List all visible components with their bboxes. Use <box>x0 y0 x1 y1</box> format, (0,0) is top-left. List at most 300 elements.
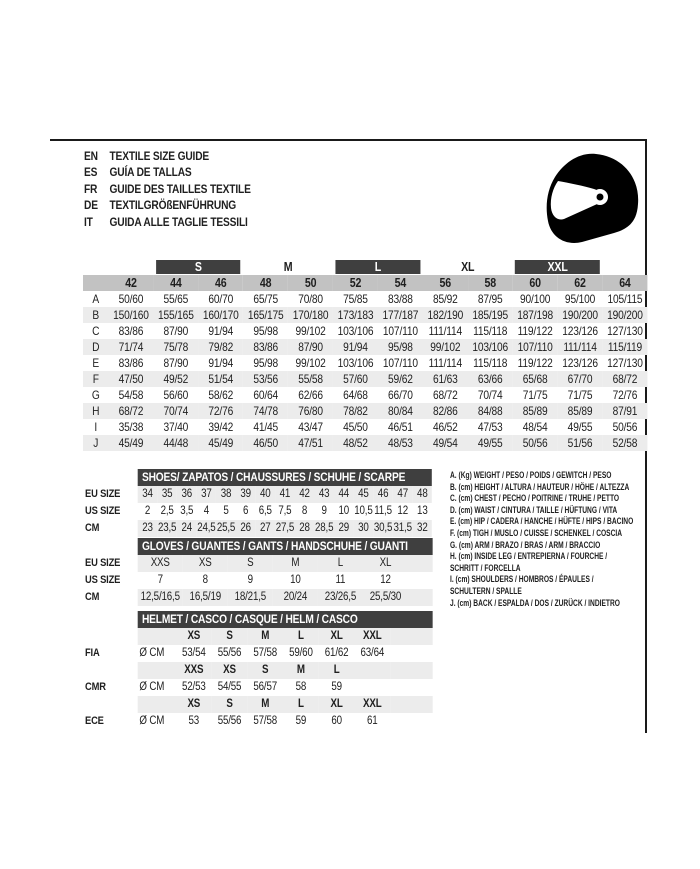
helmet-size-table <box>85 611 433 730</box>
measurement-cell: 115/119 <box>602 339 647 355</box>
measurement-cell: 48/53 <box>378 435 423 451</box>
size-header: 42 <box>109 275 154 291</box>
measurement-cell: 127/130 <box>607 356 643 370</box>
legend-line: B. (cm) HEIGHT / ALTURA / HAUTEUR / HÖHE / ALTEZZA <box>450 481 630 493</box>
shoes-value-cell: 25,5 <box>216 520 236 537</box>
measurement-legend <box>450 470 650 609</box>
helmet-value-cell: 59/60 <box>289 647 313 659</box>
helmet-value-cell <box>354 679 390 696</box>
filler-cell <box>390 662 433 679</box>
gloves-value-cell: 23/26,5 <box>318 589 363 606</box>
measurement-cell: 115/118 <box>473 324 508 338</box>
shoes-value-cell: 29 <box>334 520 354 537</box>
diameter-unit-label: Ø CM <box>139 715 165 727</box>
size-header: 56 <box>423 275 468 291</box>
helmet-size-header: XS <box>176 696 212 713</box>
size-header: 46 <box>198 275 243 291</box>
gloves-value-cell: M <box>273 555 318 572</box>
measurement-cell: 37/40 <box>163 420 189 434</box>
row-label-J: J <box>83 435 109 451</box>
shoes-value-cell: 35 <box>157 486 177 503</box>
helmet-size-header <box>354 662 390 679</box>
legend-item <box>450 551 650 574</box>
measurement-cell: 99/102 <box>295 356 326 370</box>
measurement-cell: 111/114 <box>428 356 463 370</box>
size-header: 62 <box>558 275 603 291</box>
measurement-cell: 173/183 <box>333 307 378 323</box>
measurement-cell: 95/98 <box>253 324 279 338</box>
measurement-cell: 78/82 <box>333 403 378 419</box>
unit-spacer <box>138 696 176 713</box>
legend-line: A. (Kg) WEIGHT / PESO / POIDS / GEWITCH / PESO <box>450 470 612 481</box>
legend-line: D. (cm) WAIST / CINTURA / TAILLE / HÜFTUNG / VITA <box>450 504 618 516</box>
legend-line: G. (cm) ARM / BRAZO / BRAS / ARM / BRACCIO <box>450 539 601 551</box>
measurement-cell: 85/89 <box>513 403 558 419</box>
size-header: 50 <box>288 275 333 291</box>
gloves-value-cell: 25,5/30 <box>363 589 408 606</box>
measurement-cell: 80/84 <box>378 403 423 419</box>
legend-item <box>450 574 650 597</box>
helmet-value-cell: 59 <box>331 681 342 693</box>
measurement-cell: 82/86 <box>423 403 468 419</box>
measurement-cell: 103/106 <box>337 324 374 338</box>
helmet-size-header: S <box>212 696 248 713</box>
measurement-cell: 103/106 <box>337 356 374 370</box>
size-group-l: L <box>336 260 421 274</box>
gloves-value-cell: 16,5/19 <box>183 589 228 606</box>
textile-size-table <box>83 259 647 451</box>
measurement-cell: 87/91 <box>602 403 647 419</box>
measurement-cell: 71/74 <box>109 339 154 355</box>
shoes-value-cell: 41 <box>275 486 295 503</box>
language-row <box>84 181 390 197</box>
size-header: 60 <box>513 275 558 291</box>
row-label-spacer <box>85 696 138 713</box>
guide-title-en: TEXTILE SIZE GUIDE <box>109 149 210 163</box>
shoes-value-cell: 48 <box>413 486 433 503</box>
measurement-cell: 91/94 <box>333 339 378 355</box>
shoes-size-grid <box>85 469 432 537</box>
measurement-cell: 48/52 <box>333 435 378 451</box>
measurement-cell: 70/74 <box>477 388 503 402</box>
size-band-corner <box>83 275 109 291</box>
shoes-size-table <box>85 469 432 537</box>
diameter-unit-label: Ø CM <box>139 647 165 659</box>
measurement-cell: 39/42 <box>208 420 234 434</box>
helmet-size-header: M <box>283 662 319 679</box>
measurement-cell: 170/180 <box>288 307 333 323</box>
legend-item <box>450 540 650 552</box>
row-label-spacer <box>85 662 138 679</box>
row-label-cm: CM <box>85 591 100 603</box>
guide-title-it: GUIDA ALLE TAGLIE TESSILI <box>109 214 248 229</box>
measurement-cell: 50/56 <box>513 435 558 451</box>
legend-line: H. (cm) INSIDE LEG / ENTREPIERNA / FOURCHE / <box>450 551 608 563</box>
shoes-value-cell: 45 <box>354 486 374 503</box>
measurement-cell: 47/50 <box>109 371 154 387</box>
gloves-size-grid <box>85 538 433 606</box>
measurement-cell: 90/100 <box>520 292 551 306</box>
size-header: 58 <box>468 275 513 291</box>
measurement-cell: 111/114 <box>428 324 463 338</box>
gloves-value-cell: 20/24 <box>273 589 318 606</box>
shoes-value-cell: 9 <box>321 505 327 517</box>
shoes-value-cell: 27,5 <box>275 520 295 537</box>
helmet-size-header: M <box>247 628 283 645</box>
row-label-E: E <box>92 356 100 370</box>
legend-item <box>450 516 650 528</box>
guide-title-fr: GUIDE DES TAILLES TEXTILE <box>109 181 251 196</box>
measurement-cell: 76/80 <box>288 403 333 419</box>
helmet-value-cell: 56/57 <box>253 681 278 693</box>
row-label-spacer <box>85 611 138 628</box>
shoes-value-cell: 4 <box>203 505 210 517</box>
measurement-cell: 46/51 <box>388 420 413 434</box>
shoes-value-cell: 47 <box>393 486 413 503</box>
measurement-cell: 83/86 <box>118 324 144 338</box>
measurement-cell: 44/48 <box>153 435 198 451</box>
helmet-value-cell: 58 <box>295 681 307 693</box>
shoes-value-cell: 5 <box>223 505 229 517</box>
helmet-value-cell: 60 <box>331 715 342 727</box>
measurement-cell: 62/66 <box>298 388 323 402</box>
helmet-size-header: XS <box>212 662 248 679</box>
measurement-cell: 47/53 <box>477 420 503 434</box>
filler-cell <box>390 628 433 645</box>
measurement-cell: 103/106 <box>468 339 513 355</box>
measurement-cell: 111/114 <box>558 339 603 355</box>
helmet-size-header: XXS <box>176 662 212 679</box>
shoes-value-cell: 34 <box>138 486 158 503</box>
group-spacer <box>83 259 153 275</box>
measurement-cell: 79/82 <box>198 339 243 355</box>
row-label-B: B <box>83 307 109 323</box>
shoes-value-cell: 46 <box>373 486 393 503</box>
measurement-cell: 187/198 <box>513 307 558 323</box>
helmet-size-header: XXL <box>354 696 390 713</box>
legend-item <box>450 528 650 540</box>
measurement-cell: 155/165 <box>153 307 198 323</box>
helmet-value-cell: 57/58 <box>253 715 278 727</box>
gloves-value-cell: 12 <box>380 574 391 586</box>
language-code: EN <box>84 149 98 163</box>
shoes-value-cell: 38 <box>216 486 236 503</box>
measurement-cell: 123/126 <box>562 324 598 338</box>
row-label-F: F <box>83 371 109 387</box>
measurement-cell: 64/68 <box>343 388 368 402</box>
legend-line: E. (cm) HIP / CADERA / HANCHE / HÜFTE / HIPS / BACINO <box>450 516 634 528</box>
size-group-xl: XL <box>461 260 475 274</box>
measurement-cell: 59/62 <box>378 371 423 387</box>
measurement-cell: 57/60 <box>333 371 378 387</box>
size-header: 44 <box>153 275 198 291</box>
helmet-size-header: L <box>283 628 319 645</box>
measurement-cell: 190/200 <box>558 307 603 323</box>
measurement-cell: 99/102 <box>295 324 326 338</box>
row-label-D: D <box>83 339 109 355</box>
shoes-value-cell: 36 <box>177 486 197 503</box>
helmet-value-cell: 55/56 <box>217 647 242 659</box>
language-code: FR <box>84 181 98 196</box>
measurement-cell: 160/170 <box>198 307 243 323</box>
measurement-cell: 49/55 <box>468 435 513 451</box>
size-group-s: S <box>156 260 241 274</box>
shoes-value-cell: 2 <box>144 505 151 517</box>
measurement-cell: 72/76 <box>612 388 638 402</box>
legend-line: SCHULTERN / SPALLE <box>450 585 522 597</box>
row-label-C: C <box>92 324 100 338</box>
helmet-size-header: XL <box>319 696 355 713</box>
gloves-value-cell: XS <box>183 555 228 572</box>
row-label-eu-size: EU SIZE <box>85 557 121 569</box>
filler-cell <box>408 555 433 572</box>
measurement-cell: 55/58 <box>288 371 333 387</box>
measurement-cell: 119/122 <box>517 356 553 370</box>
measurement-cell: 74/78 <box>243 403 288 419</box>
measurement-cell: 115/118 <box>473 356 508 370</box>
legend-item <box>450 598 650 610</box>
measurement-cell: 46/52 <box>432 420 458 434</box>
helmet-value-cell: 63/64 <box>360 647 385 659</box>
measurement-cell: 51/56 <box>558 435 603 451</box>
legend-line: J. (cm) BACK / ESPALDA / DOS / ZURÜCK / INDIETRO <box>450 597 620 609</box>
row-label-us-size: US SIZE <box>85 574 121 586</box>
shoes-value-cell: 11,5 <box>374 505 392 517</box>
gloves-value-cell: 9 <box>247 574 253 586</box>
measurement-cell: 46/50 <box>243 435 288 451</box>
row-label-H: H <box>83 403 109 419</box>
row-label-spacer <box>85 538 138 555</box>
legend-item <box>450 470 650 482</box>
measurement-cell: 52/58 <box>602 435 647 451</box>
measurement-cell: 67/70 <box>558 371 603 387</box>
gloves-size-table <box>85 538 433 606</box>
filler-cell <box>390 696 433 713</box>
measurement-cell: 53/56 <box>243 371 288 387</box>
measurement-cell: 95/100 <box>564 292 596 306</box>
helmet-size-grid <box>85 611 433 730</box>
row-label-I: I <box>94 420 98 434</box>
gloves-value-cell: L <box>318 555 363 572</box>
shoes-value-cell: 32 <box>413 520 433 537</box>
size-header: 48 <box>243 275 288 291</box>
measurement-cell: 41/45 <box>253 420 279 434</box>
textile-size-grid <box>83 259 647 451</box>
measurement-cell: 68/72 <box>109 403 154 419</box>
shoes-value-cell: 13 <box>417 505 428 517</box>
size-header: 52 <box>333 275 378 291</box>
shoes-value-cell: 27 <box>255 520 275 537</box>
measurement-cell: 66/70 <box>388 388 413 402</box>
helmet-size-header: XS <box>176 628 212 645</box>
language-row <box>84 197 390 213</box>
measurement-cell: 50/56 <box>612 420 638 434</box>
gloves-value-cell: XXS <box>138 555 183 572</box>
row-label-fia: FIA <box>85 647 100 659</box>
filler-cell <box>390 713 433 730</box>
shoes-value-cell: 43 <box>314 486 334 503</box>
gloves-value-cell: 10 <box>290 574 301 586</box>
row-label-eu-size: EU SIZE <box>85 488 121 500</box>
helmet-size-header: L <box>283 696 319 713</box>
measurement-cell: 49/54 <box>423 435 468 451</box>
measurement-cell: 87/90 <box>288 339 333 355</box>
shoes-value-cell: 2,5 <box>160 505 174 517</box>
unit-spacer <box>138 628 176 645</box>
shoes-value-cell: 12 <box>397 505 408 517</box>
helmet-value-cell: 55/56 <box>217 715 242 727</box>
measurement-cell: 70/74 <box>153 403 198 419</box>
gloves-value-cell: XL <box>363 555 408 572</box>
legend-line: C. (cm) CHEST / PECHO / POITRINE / TRUHE / PETTO <box>450 493 620 505</box>
shoes-value-cell: 28,5 <box>314 520 334 537</box>
helmet-value-cell: 53/54 <box>181 647 206 659</box>
shoes-value-cell: 6 <box>243 505 249 517</box>
helmet-size-header: XL <box>319 628 355 645</box>
gloves-value-cell: 8 <box>202 574 208 586</box>
measurement-cell: 177/187 <box>378 307 423 323</box>
gloves-value-cell: 11 <box>335 574 346 586</box>
measurement-cell: 107/110 <box>513 339 558 355</box>
measurement-cell: 91/94 <box>208 356 234 370</box>
row-label-A: A <box>92 292 100 306</box>
shoes-value-cell: 30 <box>354 520 374 537</box>
helmet-value-cell: 61 <box>367 715 378 727</box>
measurement-cell: 95/98 <box>253 356 279 370</box>
measurement-cell: 71/75 <box>522 388 548 402</box>
helmet-size-header: M <box>247 696 283 713</box>
measurement-cell: 150/160 <box>109 307 154 323</box>
measurement-cell: 185/195 <box>468 307 513 323</box>
measurement-cell: 91/94 <box>208 324 234 338</box>
measurement-cell: 63/66 <box>468 371 513 387</box>
measurement-cell: 45/49 <box>109 435 154 451</box>
measurement-cell: 55/65 <box>163 292 189 306</box>
shoes-value-cell: 23,5 <box>157 520 177 537</box>
filler-cell <box>390 679 433 696</box>
language-row <box>84 214 390 230</box>
shoes-value-cell: 24 <box>177 520 197 537</box>
shoes-value-cell: 37 <box>197 486 217 503</box>
size-header: 64 <box>602 275 647 291</box>
measurement-cell: 85/89 <box>558 403 603 419</box>
legend-item <box>450 505 650 517</box>
measurement-cell: 165/175 <box>243 307 288 323</box>
measurement-cell: 60/70 <box>208 292 234 306</box>
measurement-cell: 60/64 <box>253 388 279 402</box>
measurement-cell: 123/126 <box>562 356 598 370</box>
diameter-unit-label: Ø CM <box>139 681 165 693</box>
legend-item <box>450 482 650 494</box>
shoes-value-cell: 39 <box>236 486 256 503</box>
measurement-cell: 83/86 <box>243 339 288 355</box>
language-title-list <box>84 148 390 230</box>
helmet-size-header: S <box>247 662 283 679</box>
helmet-icon <box>532 150 648 244</box>
filler-cell <box>408 572 433 589</box>
measurement-cell: 85/92 <box>432 292 458 306</box>
gloves-title-bar: GLOVES / GUANTES / GANTS / HANDSCHUHE / GUANTI <box>138 538 433 555</box>
helmet-size-header: XXL <box>354 628 390 645</box>
size-header: 54 <box>378 275 423 291</box>
language-code: DE <box>84 198 98 213</box>
measurement-cell: 51/54 <box>198 371 243 387</box>
shoes-value-cell: 7,5 <box>278 505 292 517</box>
gloves-value-cell: 12,5/16,5 <box>138 589 183 606</box>
gloves-value-cell: S <box>228 555 273 572</box>
row-label-spacer <box>85 628 138 645</box>
measurement-cell: 49/55 <box>567 420 593 434</box>
row-label-spacer <box>85 469 138 486</box>
guide-title-de: TEXTILGRÖßENFÜHRUNG <box>109 198 237 213</box>
gloves-value-cell: 7 <box>157 574 163 586</box>
shoes-value-cell: 23 <box>138 520 158 537</box>
shoes-value-cell: 6,5 <box>258 505 272 517</box>
measurement-cell: 107/110 <box>382 356 418 370</box>
row-label-cmr: CMR <box>85 681 106 693</box>
size-group-m: M <box>283 260 293 274</box>
row-label-us-size: US SIZE <box>85 505 121 517</box>
page-border-top <box>50 139 647 141</box>
measurement-cell: 47/51 <box>288 435 333 451</box>
measurement-cell: 68/72 <box>602 371 647 387</box>
measurement-cell: 87/90 <box>163 324 189 338</box>
measurement-cell: 61/63 <box>423 371 468 387</box>
shoes-value-cell: 31,5 <box>393 520 413 537</box>
shoes-value-cell: 42 <box>295 486 315 503</box>
measurement-cell: 75/78 <box>153 339 198 355</box>
language-row <box>84 148 390 164</box>
row-label-G: G <box>91 388 100 402</box>
row-label-ece: ECE <box>85 715 104 727</box>
helmet-value-cell: 54/55 <box>217 681 242 693</box>
legend-line: I. (cm) SHOULDERS / HOMBROS / ÉPAULES / <box>450 574 594 586</box>
measurement-cell: 35/38 <box>118 420 144 434</box>
shoes-value-cell: 40 <box>255 486 275 503</box>
unit-spacer <box>138 662 176 679</box>
measurement-cell: 68/72 <box>432 388 458 402</box>
measurement-cell: 87/90 <box>163 356 189 370</box>
guide-title-es: GUÍA DE TALLAS <box>109 165 192 180</box>
measurement-cell: 190/200 <box>602 307 647 323</box>
measurement-cell: 58/62 <box>208 388 234 402</box>
measurement-cell: 48/54 <box>522 420 548 434</box>
helmet-size-header: S <box>212 628 248 645</box>
filler-cell <box>390 645 433 662</box>
measurement-cell: 83/86 <box>118 356 144 370</box>
measurement-cell: 99/102 <box>423 339 468 355</box>
legend-line: F. (cm) TIGH / MUSLO / CUISSE / SCHENKEL / COSCIA <box>450 527 623 539</box>
helmet-title-bar: HELMET / CASCO / CASQUE / HELM / CASCO <box>138 611 433 628</box>
size-group-xxl: XXL <box>515 260 600 274</box>
measurement-cell: 54/58 <box>118 388 144 402</box>
measurement-cell: 119/122 <box>517 324 553 338</box>
measurement-cell: 56/60 <box>163 388 189 402</box>
helmet-value-cell: 52/53 <box>181 681 206 693</box>
shoes-value-cell: 28 <box>295 520 315 537</box>
group-spacer <box>602 259 647 275</box>
helmet-size-header: L <box>319 662 355 679</box>
helmet-value-cell: 61/62 <box>324 647 349 659</box>
measurement-cell: 83/88 <box>388 292 413 306</box>
measurement-cell: 87/95 <box>477 292 503 306</box>
shoes-value-cell: 10 <box>338 505 350 517</box>
shoes-value-cell: 30,5 <box>373 520 393 537</box>
shoes-value-cell: 3,5 <box>180 505 194 517</box>
helmet-value-cell: 57/58 <box>253 647 278 659</box>
measurement-cell: 65/75 <box>253 292 279 306</box>
measurement-cell: 127/130 <box>607 324 643 338</box>
